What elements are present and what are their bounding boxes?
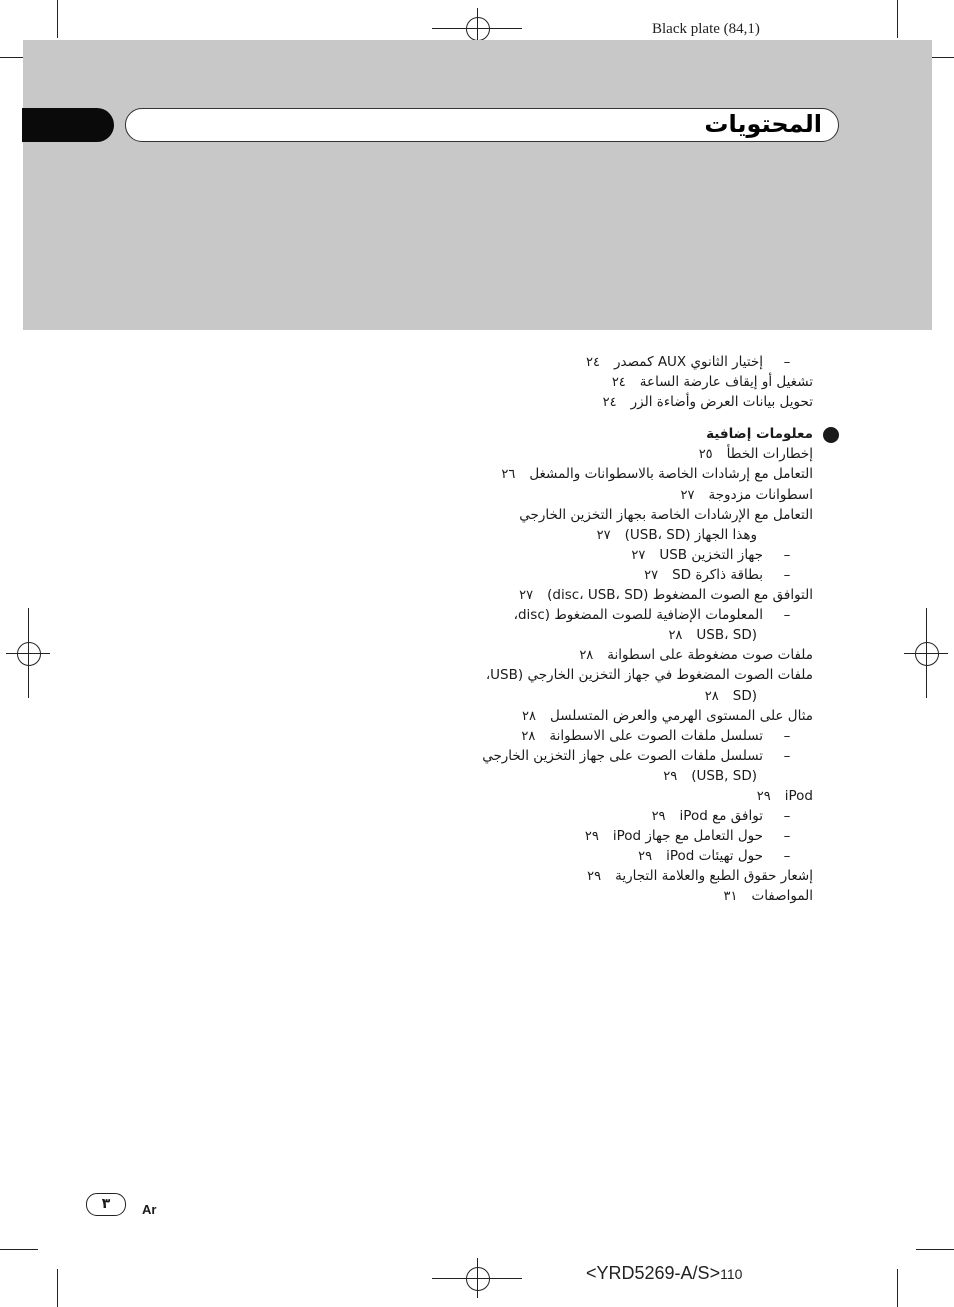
toc-page-number: ٢٨ xyxy=(668,628,683,644)
toc-page-number: ٢٩ xyxy=(756,788,771,804)
document-code-text: <YRD5269-A/S> xyxy=(586,1263,721,1283)
toc-dash: – xyxy=(783,727,791,744)
toc-page-number: ٢٤ xyxy=(586,355,600,370)
toc-entry xyxy=(440,625,813,645)
crop-mark xyxy=(57,0,58,38)
toc-entry-text: تسلسل ملفات الصوت على جهاز التخزين الخارجي xyxy=(482,747,763,764)
toc-page-number: ٢٧ xyxy=(680,487,695,503)
toc-entry xyxy=(440,665,813,685)
toc-entry xyxy=(440,485,813,505)
toc-page-number: ٢٨ xyxy=(522,708,536,724)
toc-entry xyxy=(440,464,813,484)
toc-entry-text: تحويل بيانات العرض وأضاءة الزر xyxy=(630,394,813,411)
toc-entry xyxy=(440,786,813,806)
toc-entry xyxy=(440,352,813,372)
toc-entry-text: معلومات إضافية xyxy=(706,426,813,443)
toc-dash: – xyxy=(783,546,791,563)
section-tab xyxy=(22,108,114,142)
toc-entry-text: (USB, SD) xyxy=(691,767,757,784)
toc-page-number: ٢٥ xyxy=(698,447,713,463)
toc-page-number: ٢٧ xyxy=(631,547,646,563)
toc-page-number: ٢٩ xyxy=(663,768,678,784)
toc-entry xyxy=(440,545,813,565)
crop-mark xyxy=(897,1269,898,1307)
toc-entry-text: إخطارات الخطأ xyxy=(726,446,813,463)
toc-page-number: ٢٦ xyxy=(501,467,516,483)
toc-page-number: ٢٩ xyxy=(584,829,599,845)
toc-entry-text: المعلومات الإضافية للصوت المضغوط (disc، xyxy=(513,607,763,624)
toc-entry xyxy=(440,886,813,906)
language-code: Ar xyxy=(142,1202,157,1217)
toc-entry-text: مثال على المستوى الهرمي والعرض المتسلسل xyxy=(550,707,813,724)
toc-page-number: ٢٤ xyxy=(602,395,617,411)
toc-entry-text: المواصفات xyxy=(751,888,813,905)
toc-page-number: ٢٩ xyxy=(651,809,666,825)
toc-entry-text: توافق مع iPod xyxy=(679,808,763,825)
page-number: ٣ xyxy=(86,1193,126,1216)
toc-dash: – xyxy=(783,354,791,370)
toc-entry-text: إختيار الثانوي AUX كمصدر xyxy=(613,354,763,370)
table-of-contents xyxy=(440,352,813,907)
toc-entry xyxy=(440,565,813,585)
toc-entry xyxy=(440,726,813,746)
toc-entry-text: تشغيل أو إيقاف عارضة الساعة xyxy=(639,374,813,391)
toc-entry-text: حول تهيئات iPod xyxy=(666,848,763,865)
toc-page-number: ٢٩ xyxy=(638,849,653,865)
toc-entry xyxy=(440,746,813,766)
toc-entry-text: تسلسل ملفات الصوت على الاسطوانة xyxy=(549,727,763,744)
toc-entry-text: إشعار حقوق الطبع والعلامة التجارية xyxy=(615,868,813,885)
toc-entry-text: التوافق مع الصوت المضغوط (disc، USB، SD) xyxy=(547,587,813,604)
toc-page-number: ٢٨ xyxy=(579,648,594,664)
toc-entry-text: USB، SD) xyxy=(696,627,757,644)
page-title: المحتويات xyxy=(704,110,822,138)
toc-dash: – xyxy=(783,828,791,845)
registration-circle xyxy=(17,642,41,666)
document-code-number: 110 xyxy=(720,1266,743,1282)
crop-mark xyxy=(57,1269,58,1307)
section-bullet-icon xyxy=(823,427,839,443)
crop-mark xyxy=(897,0,898,38)
toc-entry-text: SD) xyxy=(732,687,757,704)
toc-entry xyxy=(440,392,813,412)
toc-page-number: ٢٤ xyxy=(611,375,626,391)
toc-entry xyxy=(440,766,813,786)
toc-dash: – xyxy=(783,607,791,624)
toc-entry xyxy=(440,372,813,392)
registration-circle xyxy=(466,17,490,41)
toc-page-number: ٢٨ xyxy=(521,728,536,744)
toc-section-heading xyxy=(440,424,813,444)
toc-entry xyxy=(440,706,813,726)
toc-entry xyxy=(440,444,813,464)
toc-entry-text: اسطوانات مزدوجة xyxy=(708,486,813,503)
toc-entry xyxy=(440,846,813,866)
toc-entry xyxy=(440,525,813,545)
toc-entry-text: التعامل مع الإرشادات الخاصة بجهاز التخزين الخارجي xyxy=(519,506,813,523)
toc-page-number: ٢٩ xyxy=(587,869,602,885)
crop-mark xyxy=(916,1249,954,1250)
toc-dash: – xyxy=(783,848,791,865)
toc-entry-text: التعامل مع إرشادات الخاصة بالاسطوانات والمشغل xyxy=(529,466,813,483)
toc-entry xyxy=(440,826,813,846)
document-code xyxy=(586,1263,742,1284)
toc-entry xyxy=(440,585,813,605)
toc-entry-text: جهاز التخزين USB xyxy=(659,546,763,563)
registration-circle xyxy=(466,1267,490,1291)
toc-page-number: ٢٧ xyxy=(519,588,534,604)
toc-entry-text: حول التعامل مع جهاز iPod xyxy=(612,828,763,845)
toc-entry xyxy=(440,806,813,826)
toc-entry xyxy=(440,686,813,706)
toc-entry-text: iPod xyxy=(784,787,813,804)
toc-dash: – xyxy=(783,566,791,583)
toc-entry-text: بطاقة ذاكرة SD xyxy=(672,566,763,583)
toc-page-number: ٢٧ xyxy=(596,527,611,543)
toc-entry xyxy=(440,645,813,665)
toc-entry-text: ملفات الصوت المضغوط في جهاز التخزين الخارجي (USB، xyxy=(485,667,813,684)
toc-entry-text: ملفات صوت مضغوطة على اسطوانة xyxy=(607,647,813,664)
toc-entry-text: (USB، SD) وهذا الجهاز xyxy=(624,526,757,543)
toc-entry xyxy=(440,605,813,625)
plate-label: Black plate (84,1) xyxy=(652,21,760,37)
toc-dash: – xyxy=(783,747,791,764)
toc-page-number: ٢٨ xyxy=(704,688,719,704)
registration-circle xyxy=(915,642,939,666)
toc-dash: – xyxy=(783,808,791,825)
header-band xyxy=(23,40,932,330)
toc-entry xyxy=(440,505,813,525)
toc-page-number: ٢٧ xyxy=(644,567,659,583)
title-bar xyxy=(125,108,839,142)
crop-mark xyxy=(0,1249,38,1250)
toc-entry xyxy=(440,866,813,886)
toc-page-number: ٣١ xyxy=(723,889,738,905)
